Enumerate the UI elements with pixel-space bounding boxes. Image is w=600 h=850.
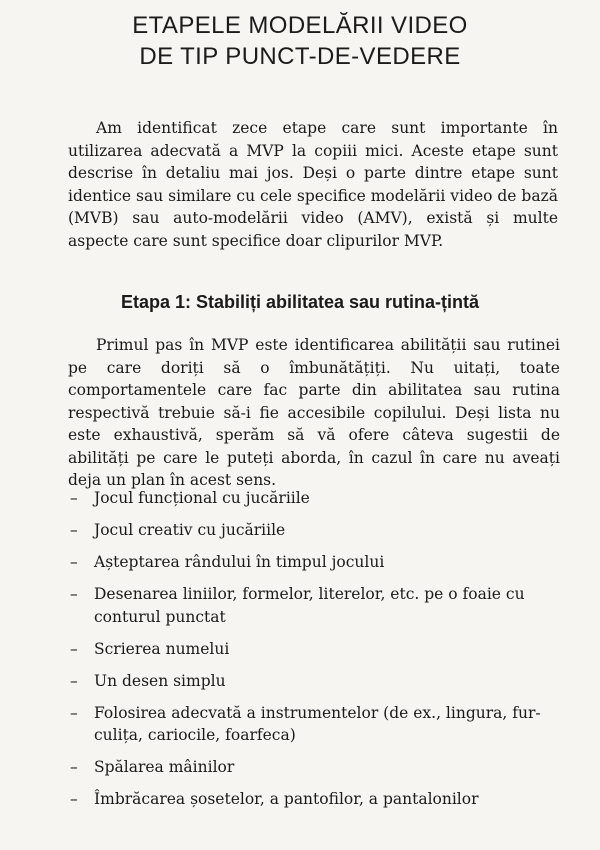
list-dash: –: [70, 703, 78, 722]
section-body: [68, 334, 560, 492]
list-item-text: Jocul creativ cu jucăriile: [94, 521, 286, 539]
list-item-text: Jocul funcțional cu jucăriile: [94, 489, 310, 507]
list-item-text: Folosirea adecvată a instrumentelor (de ex., lingura, furculița, cariocile, foarfeca): [94, 703, 541, 744]
section-heading: Etapa 1: Stabiliți abilitatea sau rutina-țintă: [120, 292, 480, 312]
list-item: [68, 487, 560, 510]
list-dash: –: [70, 790, 78, 808]
chapter-title: [0, 10, 600, 72]
list-item: [68, 519, 560, 542]
list-item-text: Scrierea numelui: [94, 639, 230, 658]
list-item: [68, 670, 560, 693]
list-dash: –: [70, 639, 78, 658]
list-dash: –: [70, 489, 78, 507]
chapter-title-line-1: ETAPELE MODELĂRII VIDEO: [132, 12, 468, 39]
list-item-text: Îmbrăcarea șosetelor, a pantofilor, a pantalonilor: [94, 790, 479, 808]
intro-text: Am identificat zece etape care sunt importante în utilizarea adecvată a MVP la copiii mici. Aceste etape sunt descrise în detaliu mai jos. Deși o parte dintre etape sunt identice sau similare cu cele specifice modelării video de bază (MVB) sau auto-modelării video (AMV), există și multe aspecte care sunt specifice doar clipurilor MVP.: [68, 119, 558, 250]
chapter-title-line-2: DE TIP PUNCT-DE-VEDERE: [139, 43, 461, 70]
list-dash: –: [70, 758, 78, 776]
list-item: [68, 702, 560, 747]
section-paragraph: Primul pas în MVP este identificarea abilității sau rutinei pe care doriți să o îmbunătățiți. Nu uitați, toate comportamentele care fac parte din abilitatea sau rutina respectivă trebuie să-i fie accesibile copilului. Deși lista nu este exhaustivă, sperăm să vă ofere câteva sugestii de abilități pe care le puteți aborda, în cazul în care nu aveați deja un plan în acest sens.: [68, 336, 560, 489]
list-item-text: Un desen simplu: [94, 671, 226, 690]
list-dash: –: [70, 585, 78, 603]
skills-list: [68, 487, 560, 820]
list-dash: –: [70, 521, 78, 539]
list-item-text: Așteptarea rândului în timpul jocului: [94, 553, 385, 571]
list-item-text: Spălarea mâinilor: [94, 758, 235, 776]
list-item: [68, 583, 560, 628]
list-item: [68, 756, 560, 779]
list-dash: –: [70, 553, 78, 571]
list-item: [68, 788, 560, 811]
list-item: [68, 551, 560, 574]
list-dash: –: [70, 671, 78, 690]
list-item-text: Desenarea liniilor, formelor, literelor, etc. pe o foaie cu conturul punctat: [94, 585, 525, 626]
intro-paragraph: [68, 117, 558, 252]
list-item: [68, 638, 560, 661]
